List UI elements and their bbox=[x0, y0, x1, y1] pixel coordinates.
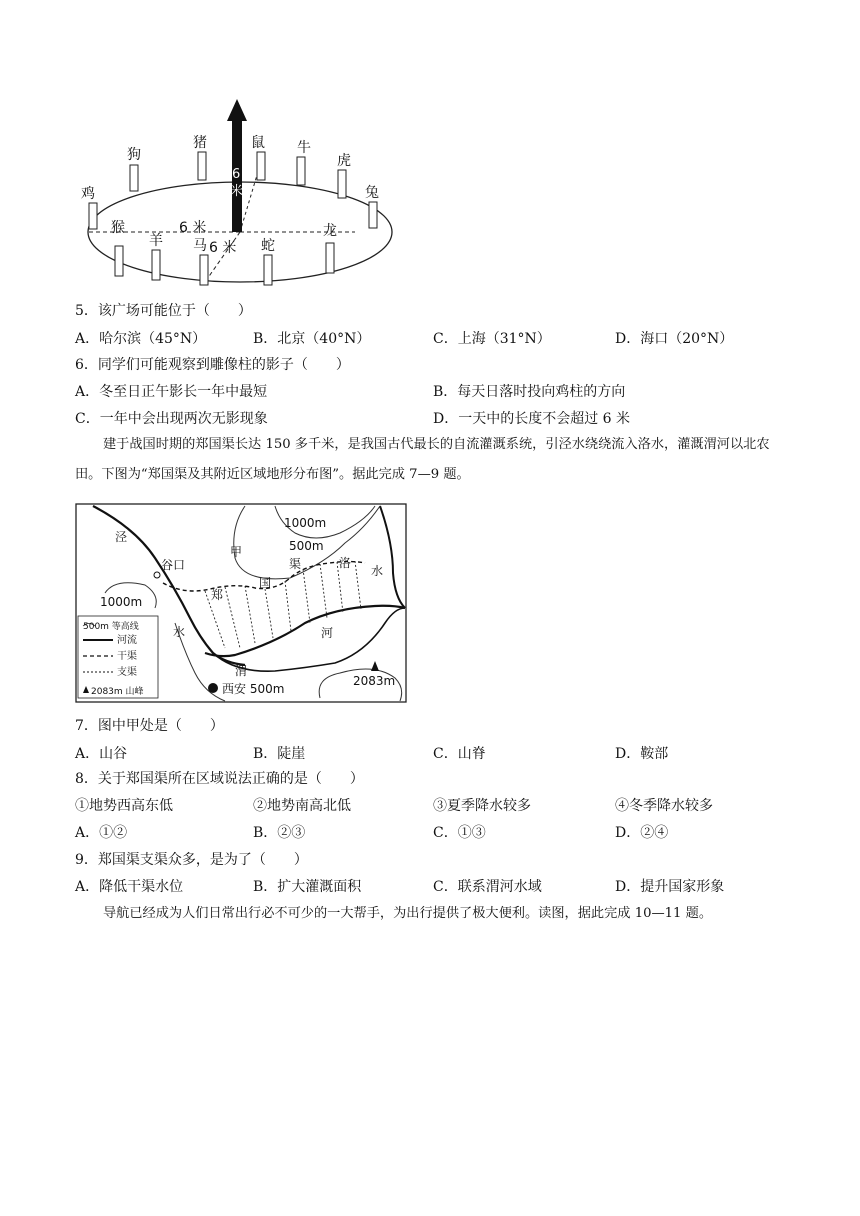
label-rat: 鼠 bbox=[251, 135, 265, 151]
label-dragon: 龙 bbox=[323, 223, 337, 239]
map-label-wei: 渭 bbox=[235, 664, 248, 678]
q7-option-b[interactable]: B．陡崖 bbox=[253, 746, 306, 762]
q8-option-b[interactable]: B．②③ bbox=[253, 825, 306, 841]
map-label-he: 河 bbox=[321, 626, 334, 640]
label-dim-left: 6 米 bbox=[179, 220, 207, 236]
q9-option-a[interactable]: A．降低干渠水位 bbox=[75, 879, 184, 895]
q5-option-c[interactable]: C．上海（31°N） bbox=[433, 331, 551, 347]
q6-option-b[interactable]: B．每天日落时投向鸡柱的方向 bbox=[433, 384, 626, 400]
label-pig: 猪 bbox=[193, 135, 207, 151]
q6-option-d[interactable]: D．一天中的长度不会超过 6 米 bbox=[433, 411, 631, 427]
legend-main-canal: 干渠 bbox=[117, 651, 137, 662]
q5-option-a[interactable]: A．哈尔滨（45°N） bbox=[75, 331, 207, 347]
map-label-shui-right: 水 bbox=[371, 564, 384, 578]
q7-option-c[interactable]: C．山脊 bbox=[433, 746, 486, 762]
map-label-xian: 西安 500m bbox=[222, 682, 285, 696]
label-ox: 牛 bbox=[297, 140, 311, 156]
legend-river: 河流 bbox=[117, 635, 137, 646]
label-dim-bottom: 6 米 bbox=[209, 240, 237, 256]
q8-option-c[interactable]: C．①③ bbox=[433, 825, 486, 841]
label-snake: 蛇 bbox=[261, 238, 275, 254]
svg-text:6: 6 bbox=[232, 167, 241, 182]
q8-statement-1: ①地势西高东低 bbox=[75, 798, 173, 814]
label-goat: 羊 bbox=[149, 233, 163, 249]
plaza-figure bbox=[75, 95, 405, 295]
q8-stem: 8．关于郑国渠所在区域说法正确的是（ ） bbox=[75, 771, 364, 787]
label-horse: 马 bbox=[193, 238, 207, 254]
q5-option-d[interactable]: D．海口（20°N） bbox=[615, 331, 734, 347]
map-label-luo: 洛 bbox=[339, 556, 352, 570]
map-label-jia: 甲 bbox=[230, 545, 243, 559]
q9-option-c[interactable]: C．联系渭河水域 bbox=[433, 879, 542, 895]
map-label-guo: 国 bbox=[259, 576, 272, 590]
intro-7-9: 建于战国时期的郑国渠长达 150 多千米，是我国古代最长的自流灌溉系统，引泾水绕绕流入洛水，灌溉渭河以北农田。下图为“郑国渠及其附近区域地形分布图”。据此完成 7—9 题。 bbox=[75, 437, 770, 482]
q7-option-d[interactable]: D．鞍部 bbox=[615, 746, 669, 762]
q8-option-a[interactable]: A．①② bbox=[75, 825, 128, 841]
legend-peak: 2083m 山峰 bbox=[91, 687, 144, 697]
map-label-peak: 2083m bbox=[353, 674, 396, 688]
map-label-1000-top: 1000m bbox=[284, 516, 327, 530]
legend-contour: 500m 等高线 bbox=[83, 622, 139, 632]
map-label-shui-left: 水 bbox=[173, 625, 186, 639]
q9-option-d[interactable]: D．提升国家形象 bbox=[615, 879, 725, 895]
map-label-qu: 渠 bbox=[289, 557, 302, 571]
q8-statement-2: ②地势南高北低 bbox=[253, 798, 351, 814]
q8-statement-3: ③夏季降水较多 bbox=[433, 798, 531, 814]
q6-option-c[interactable]: C．一年中会出现两次无影现象 bbox=[75, 411, 268, 427]
legend-branch-canal: 支渠 bbox=[117, 667, 137, 678]
map-label-zheng: 郑 bbox=[211, 588, 224, 602]
q9-stem: 9．郑国渠支渠众多，是为了（ ） bbox=[75, 852, 308, 868]
q8-option-d[interactable]: D．②④ bbox=[615, 825, 669, 841]
label-rooster: 鸡 bbox=[81, 186, 95, 202]
q6-stem: 6．同学们可能观察到雕像柱的影子（ ） bbox=[75, 357, 350, 373]
gnomon-pole bbox=[227, 99, 247, 232]
canal-map bbox=[75, 503, 407, 703]
label-monkey: 猴 bbox=[111, 220, 125, 236]
map-label-1000-left: 1000m bbox=[100, 595, 143, 609]
q8-statement-4: ④冬季降水较多 bbox=[615, 798, 713, 814]
map-label-gukou: 谷口 bbox=[161, 558, 186, 572]
q9-option-b[interactable]: B．扩大灌溉面积 bbox=[253, 879, 362, 895]
label-dog: 狗 bbox=[127, 147, 141, 163]
map-label-500: 500m bbox=[289, 539, 324, 553]
q5-option-b[interactable]: B．北京（40°N） bbox=[253, 331, 371, 347]
label-rabbit: 兔 bbox=[365, 185, 379, 201]
label-tiger: 虎 bbox=[337, 153, 351, 169]
svg-text:米: 米 bbox=[230, 184, 244, 199]
q7-stem: 7．图中甲处是（ ） bbox=[75, 718, 224, 734]
map-label-jing: 泾 bbox=[115, 530, 128, 544]
q7-option-a[interactable]: A．山谷 bbox=[75, 746, 128, 762]
q6-option-a[interactable]: A．冬至日正午影长一年中最短 bbox=[75, 384, 268, 400]
intro-10-11: 导航已经成为人们日常出行必不可少的一大帮手，为出行提供了极大便利。读图，据此完成 10—11 题。 bbox=[103, 906, 713, 921]
q5-stem: 5．该广场可能位于（ ） bbox=[75, 303, 252, 319]
